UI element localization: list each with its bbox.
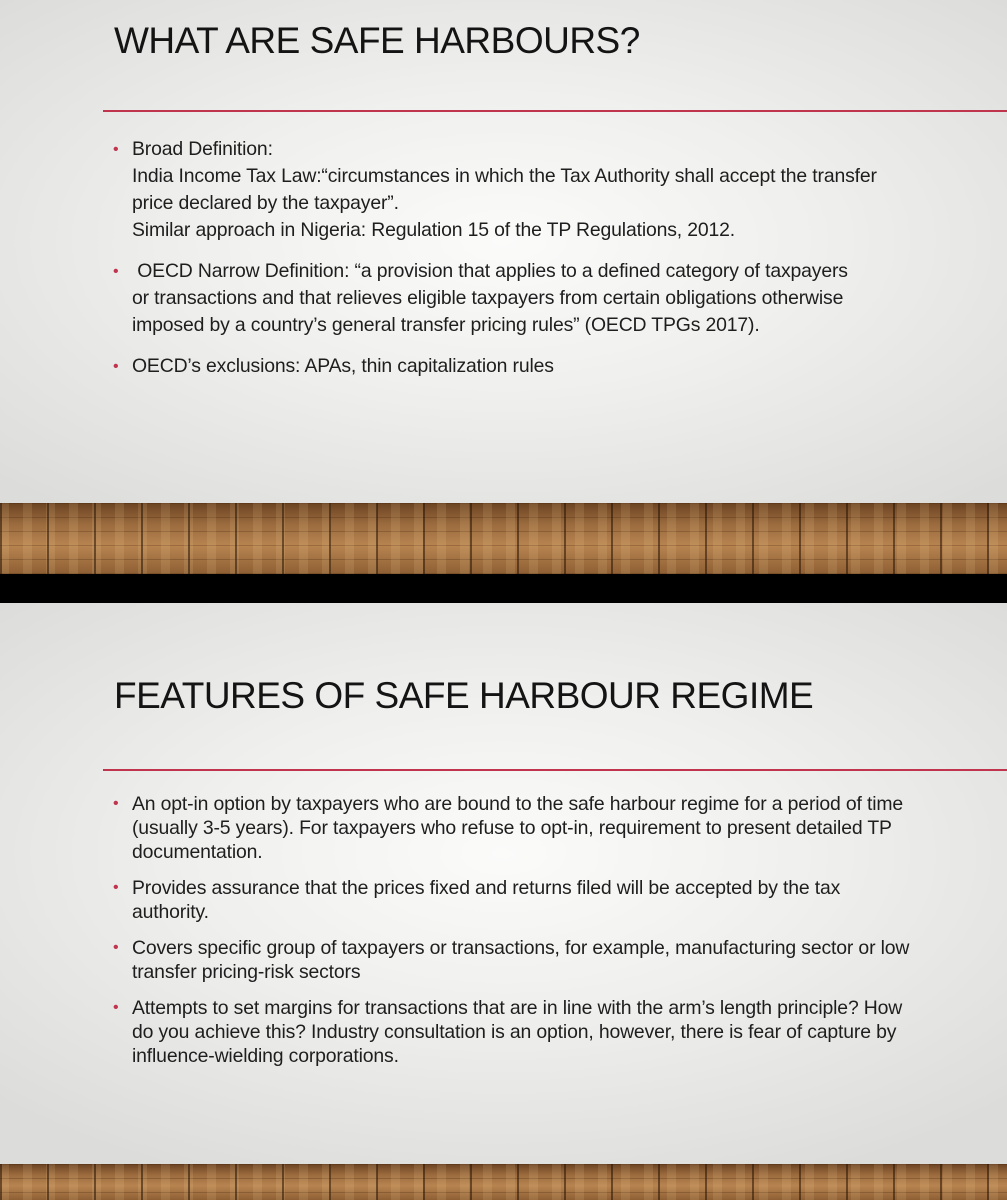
bullet-line: (usually 3-5 years). For taxpayers who refuse to opt-in, requirement to present detailed TP (132, 817, 892, 839)
title-underline (103, 110, 1007, 112)
bullet-dot-icon: • (113, 141, 119, 158)
bullet-line: imposed by a country’s general transfer pricing rules” (OECD TPGs 2017). (132, 314, 760, 336)
slide-what-are-safe-harbours (0, 0, 1007, 574)
wood-floor-decoration (0, 503, 1007, 574)
bullet-dot-icon: • (113, 358, 119, 375)
bullet-line: Attempts to set margins for transactions that are in line with the arm’s length principle? How (132, 997, 903, 1019)
bullet-line: Provides assurance that the prices fixed and returns filed will be accepted by the tax (132, 877, 841, 899)
bullet-list (113, 792, 977, 1080)
bullet-dot-icon: • (113, 795, 119, 812)
bullet-dot-icon: • (113, 939, 119, 956)
bullet-line: price declared by the taxpayer”. (132, 192, 399, 214)
bullet-item (113, 876, 977, 924)
bullet-item (113, 936, 977, 984)
bullet-item (113, 258, 977, 339)
title-underline (103, 769, 1007, 771)
bullet-dot-icon: • (113, 263, 119, 280)
bullet-dot-icon: • (113, 999, 119, 1016)
bullet-item (113, 353, 977, 380)
bullet-line: India Income Tax Law:“circumstances in which the Tax Authority shall accept the transfer (132, 165, 877, 187)
bullet-line: authority. (132, 901, 209, 923)
bullet-line: An opt-in option by taxpayers who are bound to the safe harbour regime for a period of time (132, 793, 904, 815)
bullet-list (113, 136, 977, 394)
bullet-line: do you achieve this? Industry consultation is an option, however, there is fear of capture by (132, 1021, 897, 1043)
bullet-line: Broad Definition: (132, 138, 273, 160)
bullet-line: transfer pricing-risk sectors (132, 961, 361, 983)
bullet-line: documentation. (132, 841, 263, 863)
slide-features-of-safe-harbour-regime (0, 603, 1007, 1200)
wood-floor-decoration (0, 1164, 1007, 1200)
bullet-item (113, 996, 977, 1068)
slide-title: WHAT ARE SAFE HARBOURS? (114, 20, 640, 61)
bullet-item (113, 136, 977, 244)
slide-title: FEATURES OF SAFE HARBOUR REGIME (114, 675, 814, 716)
bullet-line: or transactions and that relieves eligible taxpayers from certain obligations otherwise (132, 287, 844, 309)
bullet-line: OECD’s exclusions: APAs, thin capitalization rules (132, 355, 554, 377)
bullet-dot-icon: • (113, 879, 119, 896)
bullet-line: OECD Narrow Definition: “a provision that applies to a defined category of taxpayers (132, 260, 848, 282)
bullet-line: Covers specific group of taxpayers or transactions, for example, manufacturing sector or low (132, 937, 910, 959)
bullet-line: Similar approach in Nigeria: Regulation 15 of the TP Regulations, 2012. (132, 219, 736, 241)
bullet-item (113, 792, 977, 864)
bullet-line: influence-wielding corporations. (132, 1045, 399, 1067)
